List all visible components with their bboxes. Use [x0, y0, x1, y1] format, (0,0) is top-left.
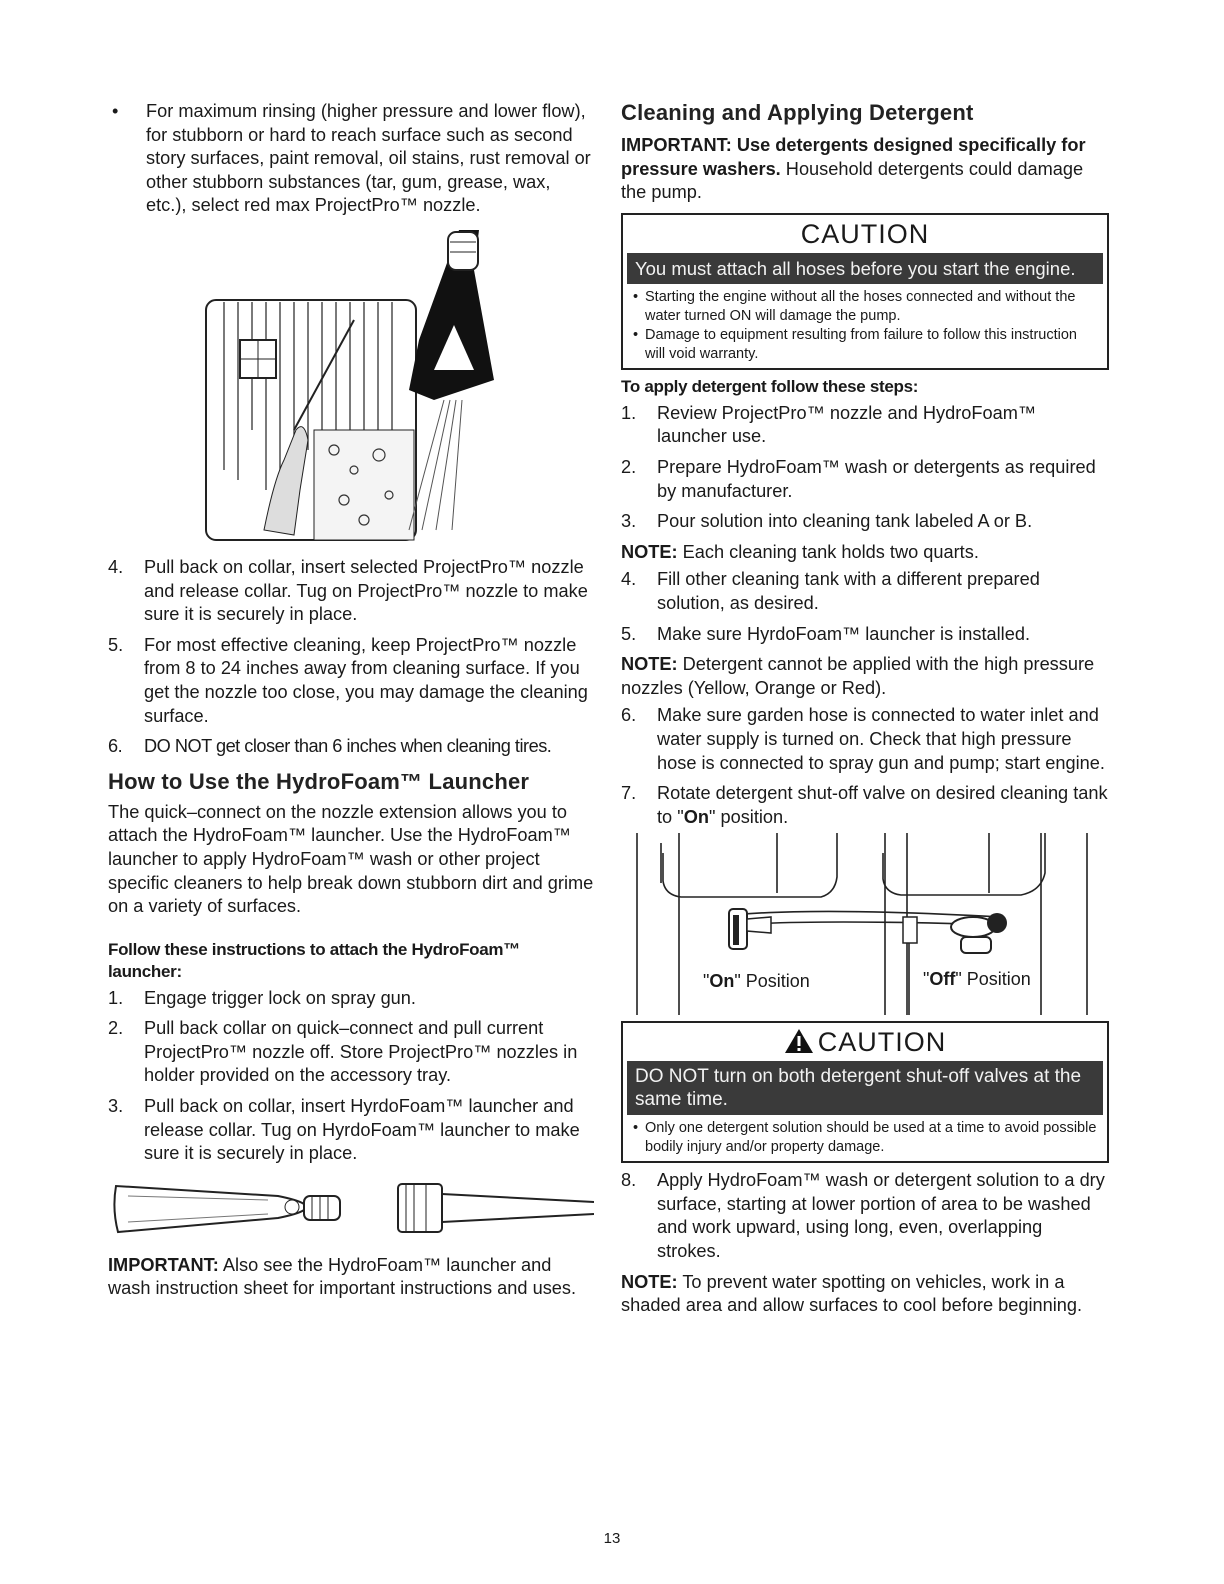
- step-number: 2.: [621, 456, 637, 477]
- step-number: 5.: [621, 623, 637, 644]
- step-number: 4.: [108, 556, 124, 577]
- caution-bullets: [623, 1119, 1107, 1157]
- step-text: Pour solution into cleaning tank labeled A or B.: [657, 511, 1033, 532]
- on-position-label: [703, 971, 810, 992]
- caution-title-row: [623, 1023, 1107, 1061]
- step-text: Apply HydroFoam™ wash or detergent solution to a dry surface, starting at lower portion of area to be washed and work upward, using long, even, overlapping strokes.: [657, 1170, 1105, 1262]
- note-text: To prevent water spotting on vehicles, work in a shaded area and allow surfaces to cool before beginning.: [621, 1271, 1083, 1316]
- list-item: [108, 1017, 594, 1088]
- off-label-rest: " Position: [955, 969, 1031, 990]
- step-text: DO NOT get closer than 6 inches when cleaning tires.: [144, 736, 552, 757]
- on-label-bold: On: [709, 971, 735, 992]
- important-rest: Household detergents could damage the pump.: [621, 158, 1084, 203]
- caution-title: CAUTION: [800, 218, 930, 249]
- important-bold: IMPORTANT: Use detergents designed specifically for pressure washers.: [621, 135, 1086, 179]
- bullet-max-rinse: [76, 100, 594, 218]
- apply-steps-a: [621, 402, 1109, 534]
- step-number: 4.: [621, 569, 637, 590]
- step-text: Pull back on collar, insert HyrdoFoam™ launcher and release collar. Tug on HyrdoFoam™ launcher to make sure it is securely in place.: [144, 1096, 580, 1164]
- step-text: Make sure garden hose is connected to water inlet and water supply is turned on. Check that high pressure hose is connected to spray gun and pump; start engine.: [657, 705, 1105, 773]
- note-high-pressure: [621, 653, 1109, 700]
- list-item: [621, 402, 1109, 449]
- heading-detergent: Cleaning and Applying Detergent: [621, 100, 974, 125]
- step-text: For most effective cleaning, keep ProjectPro™ nozzle from 8 to 24 inches away from cleaning surface. If you get the nozzle too close, you may damage the cleaning surface.: [144, 634, 588, 726]
- step-text: Pull back collar on quick–connect and pull current ProjectPro™ nozzle off. Store ProjectPro™ nozzles in holder provided on the accessory tray.: [144, 1018, 578, 1086]
- launcher-intro: The quick–connect on the nozzle extension allows you to attach the HydroFoam™ launcher. Use the HydroFoam™ launcher to apply HydroFoam™ wash or other project specific cleaners to help break down stubborn dirt and grime on a variety of surfaces.: [108, 801, 594, 917]
- on-label-rest: " Position: [734, 971, 810, 992]
- list-item: [108, 1095, 594, 1166]
- step-text: Review ProjectPro™ nozzle and HydroFoam™ launcher use.: [657, 402, 1037, 447]
- caution-bullet: • Only one detergent solution should be used at a time to avoid possible bodily injury and/or property damage.: [635, 1119, 1099, 1157]
- list-item: [621, 456, 1109, 503]
- important-note: [108, 1254, 594, 1301]
- step-number: 3.: [621, 511, 637, 532]
- attach-subhead: Follow these instructions to attach the HydroFoam™ launcher:: [108, 939, 520, 981]
- caution-bullets: [623, 288, 1107, 364]
- step-text: Make sure HyrdoFoam™ launcher is installed.: [657, 623, 1030, 644]
- step-number: 6.: [621, 705, 637, 726]
- apply-steps-c: [621, 704, 1109, 829]
- right-column: [621, 100, 1109, 1318]
- step-number: 3.: [108, 1096, 124, 1117]
- illustration-house-washing: [204, 230, 504, 550]
- note-text: Each cleaning tank holds two quarts.: [677, 541, 979, 562]
- caution-box-hoses: [621, 213, 1109, 370]
- list-item: [621, 1169, 1109, 1263]
- apply-steps-b: [621, 568, 1109, 646]
- warning-triangle-icon: [784, 1028, 814, 1054]
- step-number: 5.: [108, 634, 124, 655]
- on-label-quote: ": [703, 971, 710, 992]
- step-text-end: " position.: [708, 806, 789, 827]
- list-item: [108, 987, 594, 1011]
- important-detergent: [621, 134, 1109, 205]
- step-text: Engage trigger lock on spray gun.: [144, 987, 416, 1008]
- list-item: [621, 782, 1109, 829]
- page-number: 13: [603, 1530, 621, 1547]
- step-bold: On: [683, 806, 709, 827]
- off-label-quote: ": [923, 969, 930, 990]
- steps-list-1: [108, 556, 594, 759]
- illustration-nozzle-extension: [108, 1174, 594, 1244]
- caution-title: CAUTION: [817, 1027, 947, 1058]
- list-item: [621, 623, 1109, 647]
- left-column: [108, 100, 594, 1301]
- note-label: NOTE:: [621, 654, 678, 675]
- caution-box-valves: [621, 1021, 1109, 1163]
- list-item: [108, 735, 594, 759]
- step-number: 6.: [108, 736, 123, 757]
- step-text: Rotate detergent shut-off valve on desired cleaning tank to ": [657, 783, 1108, 827]
- apply-subhead: To apply detergent follow these steps:: [621, 376, 919, 396]
- list-item: [621, 568, 1109, 615]
- list-item: [621, 510, 1109, 534]
- bullet-text: For maximum rinsing (higher pressure and lower flow), for stubborn or hard to reach surface such as second story surfaces, paint removal, oil stains, rust removal or other stubborn substances (tar, gum, grease, wax, etc.), select red max ProjectPro™ nozzle.: [146, 101, 591, 216]
- off-position-label: [923, 969, 1031, 990]
- important-text: Also see the HydroFoam™ launcher and wash instruction sheet for important instructions and uses.: [108, 1254, 577, 1299]
- step-number: 8.: [621, 1170, 637, 1191]
- caution-bar: DO NOT turn on both detergent shut-off valves at the same time.: [627, 1061, 1103, 1115]
- off-label-bold: Off: [929, 969, 956, 990]
- step-number: 2.: [108, 1018, 124, 1039]
- step-text: Fill other cleaning tank with a different prepared solution, as desired.: [657, 569, 1040, 613]
- caution-bullet: • Starting the engine without all the hoses connected and without the water turned ON will damage the pump.: [635, 288, 1099, 326]
- attach-steps: [108, 987, 594, 1166]
- step-text: Pull back on collar, insert selected ProjectPro™ nozzle and release collar. Tug on ProjectPro™ nozzle to make sure it is securely in place.: [144, 556, 588, 625]
- note-label: NOTE:: [621, 541, 678, 562]
- list-item: [108, 634, 594, 728]
- step-number: 1.: [108, 987, 124, 1008]
- bullet-dot: •: [112, 101, 119, 121]
- caution-bullet: • Damage to equipment resulting from failure to follow this instruction will void warranty.: [635, 326, 1099, 364]
- step-number: 7.: [621, 783, 637, 804]
- step-number: 1.: [621, 402, 637, 423]
- illustration-shutoff-valves: [621, 833, 1109, 1015]
- note-tank-capacity: [621, 541, 1109, 565]
- note-label: NOTE:: [621, 1271, 678, 1292]
- list-item: [108, 556, 594, 627]
- list-item: [621, 704, 1109, 775]
- note-text: Detergent cannot be applied with the high pressure nozzles (Yellow, Orange or Red).: [621, 654, 1095, 698]
- heading-launcher: How to Use the HydroFoam™ Launcher: [108, 768, 530, 794]
- note-water-spotting: [621, 1271, 1109, 1318]
- important-label: IMPORTANT:: [108, 1254, 219, 1275]
- step-text: Prepare HydroFoam™ wash or detergents as required by manufacturer.: [657, 456, 1096, 501]
- caution-bar: You must attach all hoses before you start the engine.: [627, 253, 1103, 284]
